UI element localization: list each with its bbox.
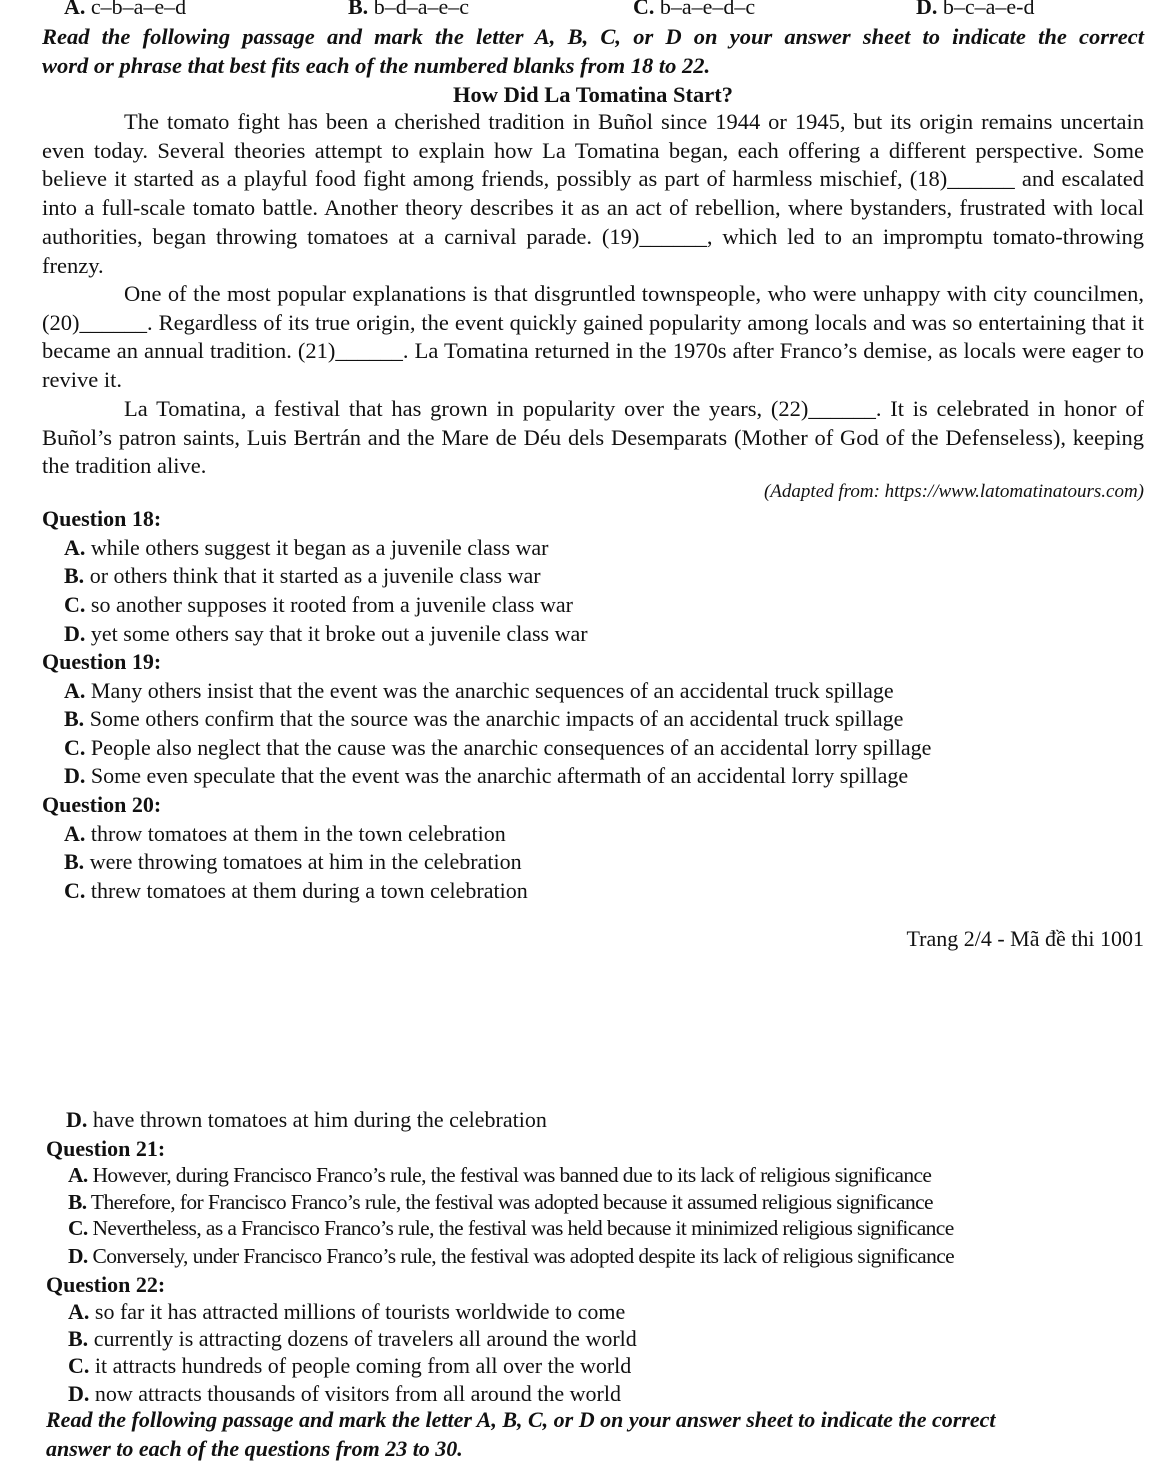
option-letter: C. — [64, 878, 86, 903]
question-18-option-c[interactable] — [64, 592, 573, 618]
paragraph-text: La Tomatina, a festival that has grown in popularity over the years, (22)______. It is celebrated in honor of Buñol’s patron saints, Luis Bertrán and the Mare de Déu dels Desemparats (Mother of God of the Defenseless), keeping the tradition alive. — [42, 396, 1144, 479]
option-letter: C. — [64, 735, 86, 760]
option-letter: C. — [633, 0, 655, 19]
question-19-option-d[interactable] — [64, 763, 908, 789]
option-letter: D. — [64, 763, 86, 788]
option-text: threw tomatoes at them during a town celebration — [90, 878, 528, 903]
option-text: or others think that it started as a juvenile class war — [89, 563, 541, 588]
instruction-line-1: Read the following passage and mark the letter A, B, C, or D on your answer sheet to indicate the correct — [42, 24, 1144, 49]
question-20-option-d[interactable] — [66, 1107, 547, 1133]
question-21-option-b[interactable] — [68, 1190, 933, 1215]
prev-option-c — [633, 0, 755, 20]
prev-option-a — [64, 0, 186, 20]
option-text: yet some others say that it broke out a juvenile class war — [90, 621, 588, 646]
option-letter: D. — [64, 621, 86, 646]
option-letter: B. — [64, 849, 85, 874]
paragraph-text: The tomato fight has been a cherished tradition in Buñol since 1944 or 1945, but its origin remains uncertain even today. Several theories attempt to explain how La Tomatina began, each offering a different perspective. Some believe it started as a playful food fight among friends, possibly as part of harmless mischief, (18)______ and escalated into a full-scale tomato battle. Another theory describes it as an act of rebellion, where bystanders, frustrated with local authorities, began throwing tomatoes at a carnival parade. (19)______, which led to an impromptu tomato-throwing frenzy. — [42, 109, 1144, 278]
option-text: b–a–e–d–c — [659, 0, 756, 19]
question-20-option-b[interactable] — [64, 849, 522, 875]
option-text: c–b–a–e–d — [90, 0, 187, 19]
option-letter: A. — [64, 678, 86, 703]
option-letter: D. — [916, 0, 938, 19]
option-text: so far it has attracted millions of tourists worldwide to come — [94, 1299, 626, 1324]
question-19-option-a[interactable] — [64, 678, 894, 704]
option-letter: A. — [64, 535, 86, 560]
option-text: People also neglect that the cause was the anarchic consequences of an accidental lorry spillage — [90, 735, 932, 760]
option-text: However, during Francisco Franco’s rule, the festival was banned due to its lack of religious significance — [92, 1163, 932, 1187]
instruction-2-line-2: answer to each of the questions from 23 to 30. — [46, 1436, 463, 1461]
option-letter: B. — [348, 0, 369, 19]
question-18-option-a[interactable] — [64, 535, 549, 561]
option-letter: B. — [68, 1190, 87, 1214]
question-18-option-d[interactable] — [64, 621, 588, 647]
option-text: Many others insist that the event was the anarchic sequences of an accidental truck spillage — [90, 678, 894, 703]
option-text: were throwing tomatoes at him in the celebration — [89, 849, 522, 874]
source-link[interactable]: https://www.latomatinatours.com — [884, 481, 1138, 502]
question-19-title: Question 19: — [42, 649, 162, 674]
option-letter: B. — [68, 1326, 89, 1351]
option-letter: C. — [64, 592, 86, 617]
question-20-title: Question 20: — [42, 792, 162, 817]
passage-paragraph-3 — [42, 395, 1144, 481]
option-letter: D. — [66, 1107, 88, 1132]
option-letter: B. — [64, 706, 85, 731]
paragraph-text: One of the most popular explanations is that disgruntled townspeople, who were unhappy with city councilmen, (20)______. Regardless of its true origin, the event quickly gained popularity among locals and was so entertaining that it became an annual tradition. (21)______. La Tomatina returned in the 1970s after Franco’s demise, as locals were eager to revive it. — [42, 281, 1144, 393]
question-19-option-c[interactable] — [64, 735, 931, 761]
question-20-option-a[interactable] — [64, 821, 506, 847]
passage-paragraph-2 — [42, 280, 1144, 395]
option-text: b–d–a–e–c — [373, 0, 469, 19]
question-19-option-b[interactable] — [64, 706, 903, 732]
question-18-option-b[interactable] — [64, 563, 541, 589]
question-22-option-c[interactable] — [68, 1353, 631, 1379]
option-letter: C. — [68, 1216, 88, 1240]
question-18-title: Question 18: — [42, 506, 162, 531]
option-text: have thrown tomatoes at him during the celebration — [92, 1107, 547, 1132]
option-letter: D. — [68, 1381, 90, 1406]
question-21-option-d[interactable] — [68, 1244, 954, 1269]
passage-paragraph-1 — [42, 108, 1144, 280]
question-21-option-a[interactable] — [68, 1163, 931, 1188]
question-20-option-c[interactable] — [64, 878, 528, 904]
instruction-line-2: word or phrase that best fits each of the numbered blanks from 18 to 22. — [42, 53, 711, 78]
source-citation — [764, 481, 1144, 503]
passage-title: How Did La Tomatina Start? — [452, 82, 734, 107]
question-21-option-c[interactable] — [68, 1216, 954, 1241]
option-text: Nevertheless, as a Francisco Franco’s rule, the festival was held because it minimized religious significance — [92, 1216, 954, 1240]
option-text: b–c–a–e-d — [942, 0, 1035, 19]
option-text: Therefore, for Francisco Franco’s rule, the festival was adopted because it assumed religious significance — [90, 1190, 933, 1214]
question-21-title: Question 21: — [46, 1136, 166, 1161]
question-22-option-b[interactable] — [68, 1326, 637, 1352]
option-letter: B. — [64, 563, 85, 588]
option-letter: A. — [64, 0, 86, 19]
option-letter: C. — [68, 1353, 90, 1378]
option-text: Some even speculate that the event was the anarchic aftermath of an accidental lorry spillage — [90, 763, 909, 788]
option-letter: A. — [64, 821, 86, 846]
question-22-option-d[interactable] — [68, 1381, 621, 1407]
source-prefix: (Adapted from: — [763, 481, 885, 502]
option-text: Some others confirm that the source was the anarchic impacts of an accidental truck spillage — [89, 706, 904, 731]
option-text: throw tomatoes at them in the town celebration — [90, 821, 506, 846]
prev-option-d — [916, 0, 1035, 20]
question-22-title: Question 22: — [46, 1272, 166, 1297]
option-text: while others suggest it began as a juvenile class war — [90, 535, 549, 560]
option-letter: A. — [68, 1299, 90, 1324]
source-suffix: ) — [1137, 481, 1144, 502]
prev-option-b — [348, 0, 469, 20]
instruction-2-line-1: Read the following passage and mark the letter A, B, C, or D on your answer sheet to indicate the correct — [46, 1407, 996, 1432]
option-text: now attracts thousands of visitors from all around the world — [94, 1381, 621, 1406]
option-text: Conversely, under Francisco Franco’s rule, the festival was adopted despite its lack of religious significance — [92, 1244, 955, 1268]
option-text: currently is attracting dozens of travelers all around the world — [93, 1326, 637, 1351]
page-footer: Trang 2/4 - Mã đề thi 1001 — [906, 926, 1144, 951]
question-22-option-a[interactable] — [68, 1299, 625, 1325]
option-letter: A. — [68, 1163, 88, 1187]
option-text: so another supposes it rooted from a juvenile class war — [90, 592, 573, 617]
option-text: it attracts hundreds of people coming from all over the world — [94, 1353, 632, 1378]
option-letter: D. — [68, 1244, 88, 1268]
